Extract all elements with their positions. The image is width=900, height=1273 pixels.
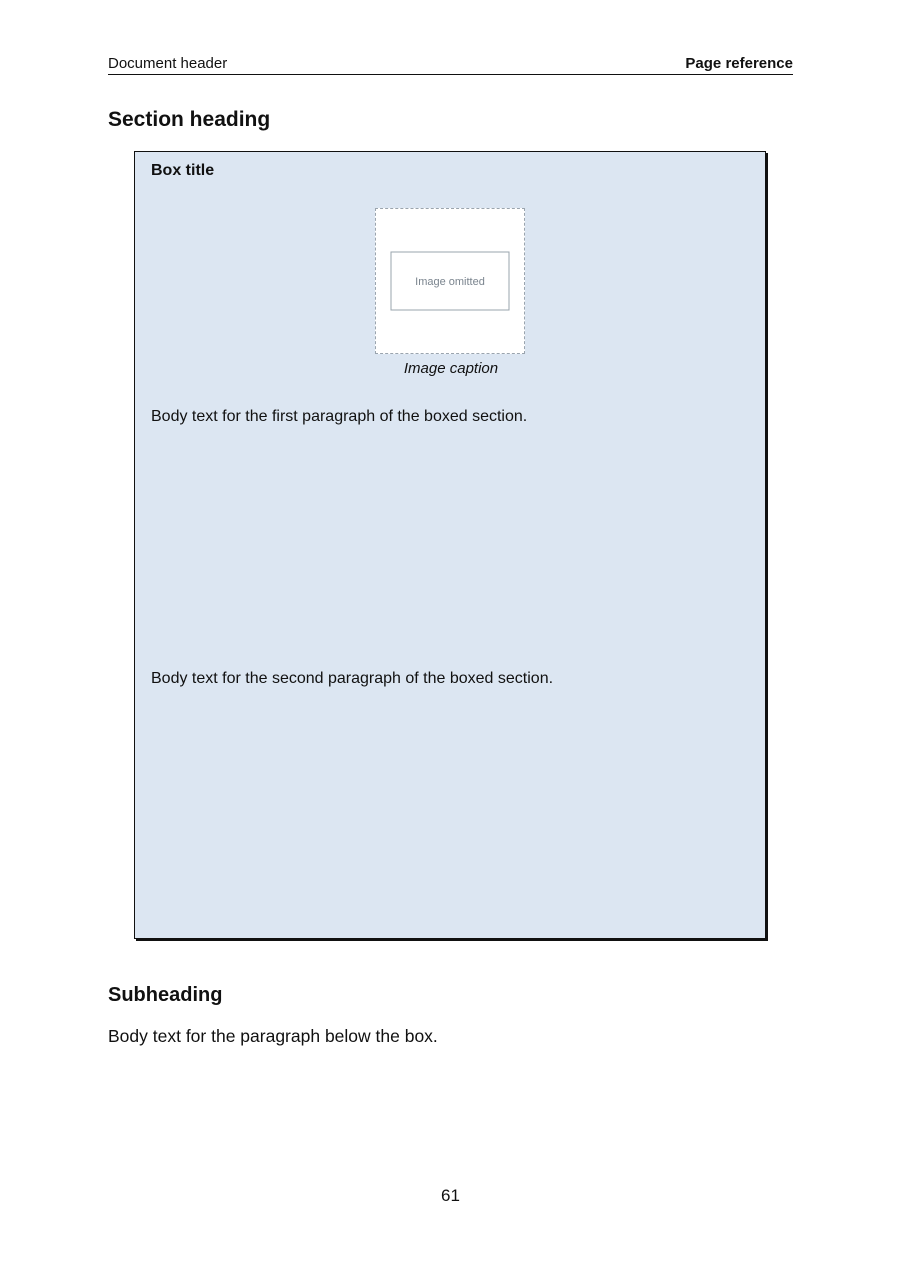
activities-heading: Subheading <box>108 984 223 1006</box>
page-number: 61 <box>441 1186 460 1205</box>
running-header <box>108 55 793 75</box>
info-box-title: Box title <box>151 162 215 179</box>
image-placeholder-icon <box>390 251 510 311</box>
box-paragraph-1: Body text for the first paragraph of the boxed section. <box>151 408 528 425</box>
info-box <box>134 151 766 939</box>
header-title: Document header <box>108 55 228 72</box>
logo-placeholder <box>375 208 525 354</box>
box-paragraph-2: Body text for the second paragraph of the boxed section. <box>151 670 554 687</box>
logo-caption: Image caption <box>403 360 499 377</box>
activities-paragraph: Body text for the paragraph below the box. <box>108 1026 438 1046</box>
document-number: Page reference <box>685 55 793 72</box>
logo-placeholder-label: Image omitted <box>415 276 485 288</box>
section-heading: Section heading <box>108 108 271 131</box>
